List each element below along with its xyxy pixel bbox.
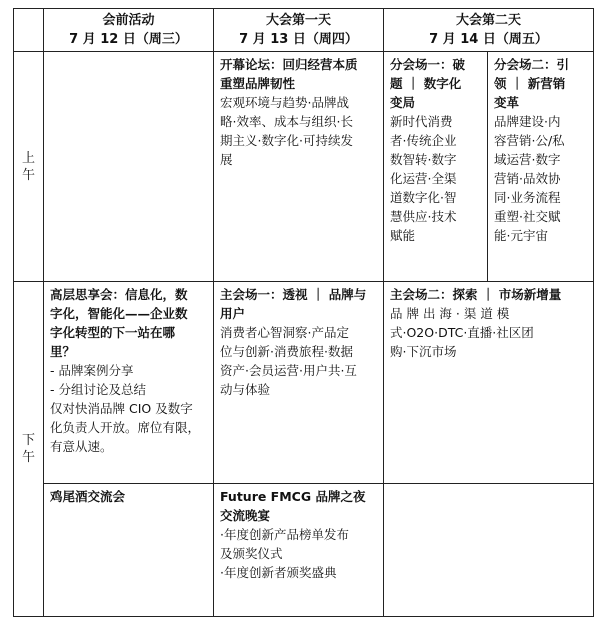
- executive-salon-title: 高层思享会：信息化，数 字化，智能化——企业数 字化转型的下一站在哪 里？: [50, 287, 188, 359]
- morning-day2-sub1-cell: [384, 52, 488, 282]
- afternoon-day1-cell: [214, 282, 384, 484]
- gala-dinner-items: ·年度创新产品榜单发布 及颁奖仪式 ·年度创新者颁奖盛典: [220, 527, 349, 580]
- col-header-day2: 大会第二天 7 月 14 日（周五）: [384, 9, 594, 52]
- morning-row: [14, 52, 594, 282]
- afternoon-day2-cell: [384, 282, 594, 484]
- main-venue1-topics: 消费者心智洞察·产品定 位与创新·消费旅程·数据 资产·会员运营·用户共·互 动与体验: [220, 325, 357, 397]
- col-header-day1: 大会第一天 7 月 13 日（周四）: [214, 9, 384, 52]
- corner-cell: [14, 9, 44, 52]
- evening-pre-event-cell: [44, 484, 214, 617]
- evening-day2-cell: [384, 484, 594, 617]
- afternoon-row: [14, 282, 594, 484]
- executive-salon-note: 仅对快消品牌 CIO 及数字 化负责人开放。席位有限， 有意从速。: [50, 401, 201, 454]
- morning-day2-sub2-cell: [488, 52, 594, 282]
- opening-forum-topics: 宏观环境与趋势·品牌战 略·效率、成本与组织·长 期主义·数字化·可持续发 展: [220, 95, 353, 167]
- morning-pre-event-cell: [44, 52, 214, 282]
- cocktail-title: 鸡尾酒交流会: [50, 489, 126, 504]
- subvenue2-topics: 品牌建设·内 容营销·公/私 域运营·数字 营销·品效协 同·业务流程 重塑·社交赋 能·元宇宙: [494, 114, 565, 243]
- col-header-pre-event: 会前活动 7 月 12 日（周三）: [44, 9, 214, 52]
- subvenue1-topics: 新时代消费 者·传统企业 数智转·数字 化运营·全渠 道数字化·智 慧供应·技术 赋能: [390, 114, 457, 243]
- morning-day1-cell: [214, 52, 384, 282]
- executive-salon-items: - 品牌案例分享 - 分组讨论及总结: [50, 363, 146, 397]
- main-venue1-title: 主会场一：透视 ｜ 品牌与 用户: [220, 287, 367, 321]
- evening-row: [14, 484, 594, 617]
- opening-forum-title: 开幕论坛：回归经营本质 重塑品牌韧性: [220, 57, 358, 91]
- main-venue2-topics: 品 牌 出 海 · 渠 道 模 式·O2O·DTC·直播·社区团 购·下沉市场: [390, 306, 534, 359]
- period-morning: 上 午: [14, 52, 44, 282]
- subvenue2-title: 分会场二：引 领 ｜ 新营销 变革: [494, 57, 570, 110]
- period-afternoon: 下 午: [14, 282, 44, 617]
- subvenue1-title: 分会场一：破 题 ｜ 数字化 变局: [390, 57, 466, 110]
- evening-day1-cell: [214, 484, 384, 617]
- afternoon-pre-event-cell: [44, 282, 214, 484]
- main-venue2-title: 主会场二：探索 ｜ 市场新增量: [390, 287, 562, 302]
- gala-dinner-title: Future FMCG 品牌之夜 交流晚宴: [220, 489, 366, 523]
- schedule-table: [13, 8, 594, 617]
- header-row: [14, 9, 594, 52]
